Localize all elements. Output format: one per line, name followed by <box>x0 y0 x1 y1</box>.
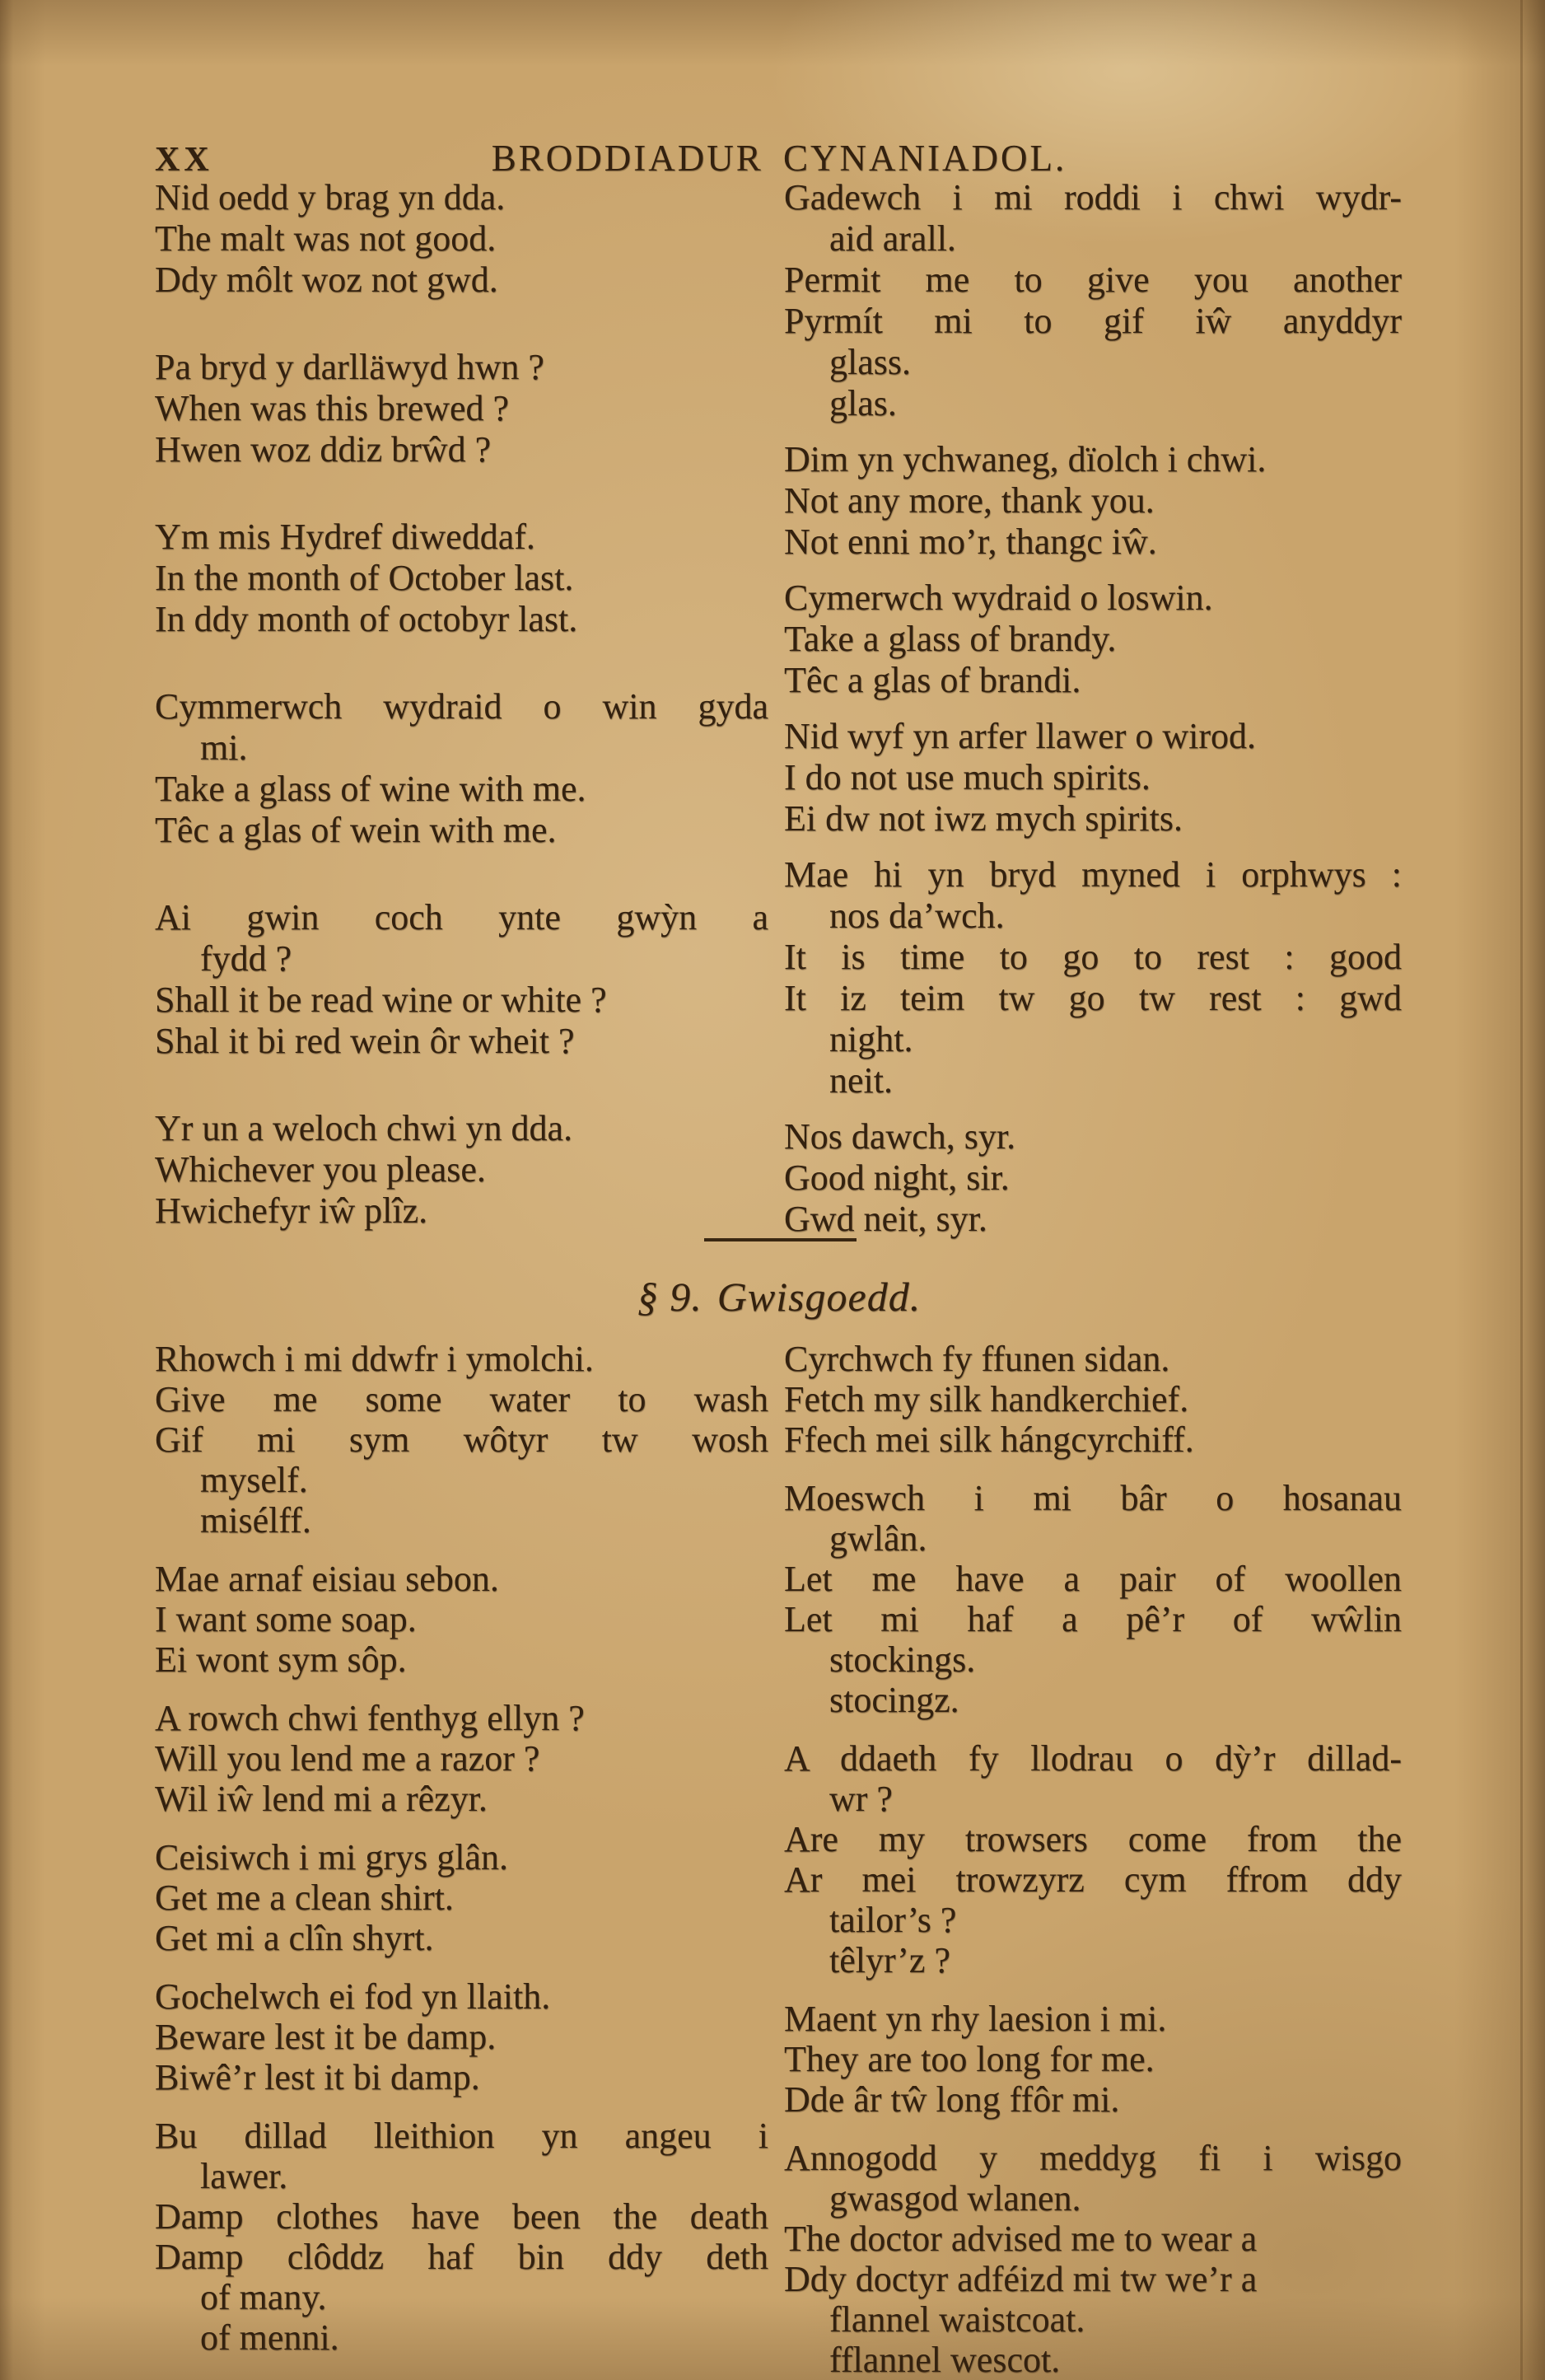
phrase-line-welsh: Nid wyf yn arfer llawer o wirod. <box>784 716 1257 756</box>
phrase-line-phonetic: Dde âr tŵ long ffôr mi. <box>784 2079 1120 2120</box>
phrase-line-welsh-cont: gwlân. <box>829 1518 927 1559</box>
phrase-block <box>784 177 1402 424</box>
phrase-block <box>784 2138 1402 2380</box>
phrase-line-phonetic: In ddy month of octobyr last. <box>155 599 578 639</box>
phrase-line-english: Damp clothes have been the death <box>155 2196 768 2237</box>
phrase-line-phonetic: Ei wont sym sôp. <box>155 1639 407 1680</box>
phrase-line-english: Beware lest it be damp. <box>155 2017 497 2057</box>
phrase-block <box>155 1837 768 1958</box>
phrase-line-english: Take a glass of brandy. <box>784 619 1117 659</box>
phrase-block <box>155 1559 768 1680</box>
phrase-line-welsh: Yr un a weloch chwi yn dda. <box>155 1108 573 1148</box>
phrase-line-english: Are my trowsers come from the <box>784 1819 1402 1859</box>
phrase-line-phonetic: Let mi haf a pê’r of wŵlin <box>784 1599 1402 1639</box>
phrase-line-welsh-cont: aid arall. <box>829 218 956 259</box>
phrase-line-english: They are too long for me. <box>784 2039 1155 2079</box>
phrase-line-welsh: Mae hi yn bryd myned i orphwys : <box>784 854 1402 895</box>
phrase-block <box>155 686 768 851</box>
phrase-block <box>155 1698 768 1819</box>
phrase-block <box>155 517 768 640</box>
phrase-line-english: Get me a clean shirt. <box>155 1877 454 1918</box>
phrase-block <box>784 716 1402 839</box>
phrase-line-welsh: Mae arnaf eisiau sebon. <box>155 1559 499 1599</box>
phrase-line-welsh: Dim yn ychwaneg, dïolch i chwi. <box>784 439 1267 479</box>
phrase-line-english-cont: myself. <box>200 1460 308 1500</box>
phrase-line-welsh: Cyrchwch fy ffunen sidan. <box>784 1339 1170 1379</box>
phrase-line-welsh: Bu dillad lleithion yn angeu i <box>155 2116 768 2156</box>
phrase-line-english: Fetch my silk handkerchief. <box>784 1379 1189 1419</box>
phrase-line-english-cont: stockings. <box>829 1639 976 1680</box>
section-divider-rule <box>704 1238 857 1241</box>
phrase-line-english: Whichever you please. <box>155 1149 486 1190</box>
phrase-line-phonetic: Pyrmít mi to gif iŵ anyddyr <box>784 301 1402 341</box>
phrase-line-phonetic: Wil iŵ lend mi a rêzyr. <box>155 1779 488 1819</box>
phrase-line-welsh: A rowch chwi fenthyg ellyn ? <box>155 1698 585 1738</box>
phrase-line-phonetic-cont: fflannel wescot. <box>829 2340 1061 2380</box>
phrase-line-phonetic-cont: stocingz. <box>829 1680 959 1720</box>
phrase-line-english: Give me some water to wash <box>155 1379 768 1419</box>
phrase-block <box>155 177 768 301</box>
phrase-block <box>155 1976 768 2097</box>
phrase-line-welsh-cont: mi. <box>200 727 248 768</box>
phrase-block <box>784 577 1402 701</box>
phrase-line-phonetic-cont: têlyr’z ? <box>829 1940 950 1980</box>
section9-right-column <box>784 1339 1402 2380</box>
phrase-line-english: Take a glass of wine with me. <box>155 769 586 809</box>
phrase-line-english-cont: flannel waistcoat. <box>829 2299 1085 2340</box>
phrase-line-english-cont: glass. <box>829 342 911 382</box>
page-folio: XX <box>155 141 213 179</box>
phrase-line-welsh: Pa bryd y darlläwyd hwn ? <box>155 347 544 387</box>
phrase-line-welsh: A ddaeth fy llodrau o dỳ’r dillad- <box>784 1738 1402 1779</box>
phrase-line-phonetic: Ddy môlt woz not gwd. <box>155 260 498 300</box>
phrase-block <box>784 1339 1402 1460</box>
phrase-line-welsh: Cymerwch wydraid o loswin. <box>784 577 1213 618</box>
phrase-line-phonetic: Not enni mo’r, thangc iŵ. <box>784 521 1157 562</box>
phrase-line-phonetic: Hwichefyr iŵ plîz. <box>155 1190 428 1231</box>
phrase-line-phonetic: Gwd neit, syr. <box>784 1199 987 1239</box>
phrase-line-welsh: Ai gwin coch ynte gwỳn a <box>155 897 768 938</box>
phrase-line-english: I do not use much spirits. <box>784 757 1151 797</box>
phrase-line-phonetic: Ddy doctyr adféizd mi tw we’r a <box>784 2259 1258 2299</box>
phrase-line-phonetic-cont: neit. <box>829 1060 893 1101</box>
phrase-line-welsh-cont: fydd ? <box>200 938 292 979</box>
phrase-line-phonetic: Shal it bi red wein ôr wheit ? <box>155 1021 575 1061</box>
phrase-line-phonetic: Damp clôddz haf bin ddy deth <box>155 2237 768 2277</box>
phrase-block <box>784 1738 1402 1980</box>
page-edge-crease <box>1520 0 1523 2380</box>
phrase-line-english: Will you lend me a razor ? <box>155 1738 540 1779</box>
phrase-line-welsh: Rhowch i mi ddwfr i ymolchi. <box>155 1339 594 1379</box>
phrase-line-phonetic: Ei dw not iwz mych spirits. <box>784 798 1183 839</box>
section8-right-column <box>784 177 1402 1240</box>
phrase-block <box>784 1116 1402 1240</box>
phrase-line-welsh: Gadewch i mi roddi i chwi wydr- <box>784 177 1402 217</box>
phrase-line-english: It is time to go to rest : good <box>784 937 1402 977</box>
section-title: Gwisgoedd. <box>716 1274 922 1320</box>
phrase-line-english: Permit me to give you another <box>784 260 1402 300</box>
phrase-line-welsh: Moeswch i mi bâr o hosanau <box>784 1478 1402 1518</box>
phrase-line-phonetic-cont: glas. <box>829 383 897 423</box>
phrase-line-english: Let me have a pair of woollen <box>784 1559 1402 1599</box>
phrase-block <box>155 1108 768 1232</box>
phrase-line-english-cont: tailor’s ? <box>829 1900 957 1940</box>
phrase-block <box>784 1478 1402 1720</box>
phrase-block <box>784 439 1402 563</box>
section9-left-column <box>155 1339 768 2358</box>
phrase-line-english: I want some soap. <box>155 1599 417 1639</box>
phrase-line-english: When was this brewed ? <box>155 388 510 428</box>
phrase-line-english: Shall it be read wine or white ? <box>155 980 607 1020</box>
phrase-line-english: The malt was not good. <box>155 218 497 259</box>
phrase-line-welsh: Nos dawch, syr. <box>784 1116 1016 1157</box>
phrase-block <box>155 2116 768 2358</box>
phrase-line-english: In the month of October last. <box>155 558 574 598</box>
phrase-line-english: The doctor advised me to wear a <box>784 2219 1258 2259</box>
phrase-line-phonetic-cont: of menni. <box>200 2317 339 2358</box>
phrase-block <box>784 1999 1402 2120</box>
running-title: BRODDIADUR CYNANIADOL. <box>491 138 1067 179</box>
phrase-line-welsh: Annogodd y meddyg fi i wisgo <box>784 2138 1402 2178</box>
phrase-line-welsh: Ceisiwch i mi grys glân. <box>155 1837 508 1877</box>
section-number: § 9. <box>637 1274 702 1320</box>
phrase-line-welsh: Gochelwch ei fod yn llaith. <box>155 1976 551 2017</box>
section-heading <box>155 1273 1403 1321</box>
phrase-line-phonetic: Gif mi sym wôtyr tw wosh <box>155 1419 768 1460</box>
phrase-line-phonetic-cont: misélff. <box>200 1500 311 1541</box>
phrase-line-phonetic: Têc a glas of brandi. <box>784 660 1081 700</box>
phrase-line-welsh-cont: gwasgod wlanen. <box>829 2178 1081 2219</box>
phrase-block <box>784 854 1402 1101</box>
phrase-line-phonetic: Get mi a clîn shyrt. <box>155 1918 434 1958</box>
phrase-line-phonetic: Biwê’r lest it bi damp. <box>155 2057 480 2097</box>
phrase-line-phonetic: Ar mei trowzyrz cym ffrom ddy <box>784 1859 1402 1900</box>
phrase-line-english: Not any more, thank you. <box>784 480 1155 521</box>
phrase-line-english: Good night, sir. <box>784 1157 1010 1198</box>
phrase-line-english-cont: night. <box>829 1019 913 1059</box>
phrase-line-phonetic: Ffech mei silk hángcyrchiff. <box>784 1419 1194 1460</box>
phrase-line-welsh: Ym mis Hydref diweddaf. <box>155 517 535 557</box>
phrase-block <box>155 347 768 470</box>
phrase-line-welsh: Nid oedd y brag yn dda. <box>155 177 506 217</box>
phrase-line-phonetic: Hwen woz ddiz brŵd ? <box>155 429 492 470</box>
phrase-line-phonetic: Têc a glas of wein with me. <box>155 810 557 850</box>
phrase-line-welsh-cont: nos da’wch. <box>829 895 1005 936</box>
phrase-line-welsh-cont: lawer. <box>200 2156 288 2196</box>
phrase-line-english-cont: of many. <box>200 2277 327 2317</box>
phrase-block <box>155 897 768 1062</box>
phrase-line-welsh: Maent yn rhy laesion i mi. <box>784 1999 1167 2039</box>
phrase-line-welsh: Cymmerwch wydraid o win gyda <box>155 686 768 727</box>
phrase-line-welsh-cont: wr ? <box>829 1779 893 1819</box>
section8-left-column <box>155 177 768 1232</box>
phrase-block <box>155 1339 768 1541</box>
phrase-line-phonetic: It iz teim tw go tw rest : gwd <box>784 978 1402 1018</box>
